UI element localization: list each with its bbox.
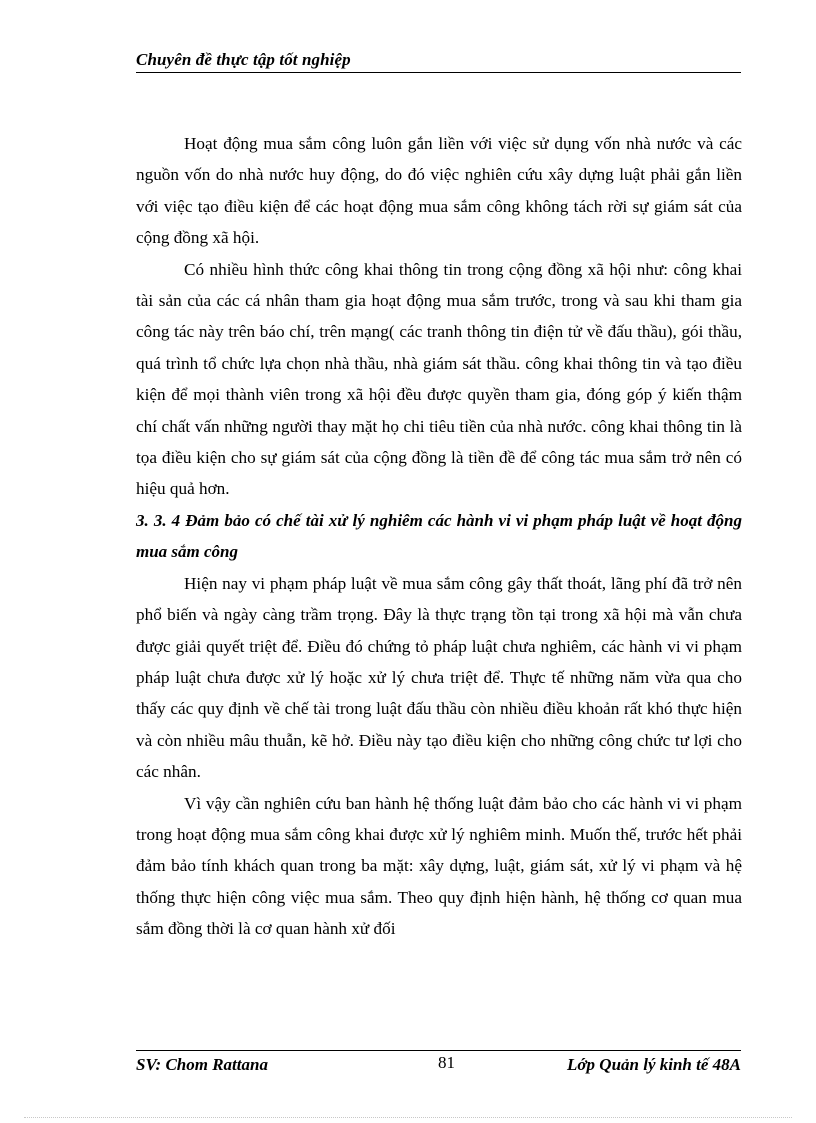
footer-student-name: SV: Chom Rattana	[136, 1055, 268, 1074]
paragraph-4: Vì vậy cần nghiên cứu ban hành hệ thống luật đảm bảo cho các hành vi vi phạm trong hoạt động mua sắm công khai được xử lý nghiêm minh. Muốn thế, trước hết phải đảm bảo tính khách quan trong ba mặt: xây dựng, luật, giám sát, xử lý vi phạm và hệ thống thực hiện công việc mua sắm. Theo quy định hiện hành, hệ thống cơ quan mua sắm đồng thời là cơ quan hành xử đối	[136, 793, 742, 939]
paragraph-1: Hoạt động mua sắm công luôn gắn liền với việc sử dụng vốn nhà nước và các nguồn vốn do nhà nước huy động, do đó việc nghiên cứu xây dựng luật phải gắn liền với việc tạo điều kiện để các hoạt động mua sắm công không tách rời sự giám sát của cộng đồng xã hội.	[136, 134, 742, 248]
paragraph-3: Hiện nay vi phạm pháp luật về mua sắm công gây thất thoát, lãng phí đã trở nên phổ biến và ngày càng trầm trọng. Đây là thực trạng tồn tại trong xã hội mà vẫn chưa được giải quyết triệt để. Điều đó chứng tỏ pháp luật chưa nghiêm, các hành vi vi phạm pháp luật chưa được xử lý hoặc xử lý chưa triệt để. Thực tế những năm vừa qua cho thấy các quy định về chế tài trong luật đấu thầu còn nhiều điều khoản rất khó thực hiện và còn nhiều mâu thuẫn, kẽ hở. Điều này tạo điều kiện cho những công chức tư lợi cho các nhân.	[136, 573, 742, 782]
page-edge-divider	[24, 1117, 792, 1118]
header-title: Chuyên đề thực tập tốt nghiệp	[136, 50, 351, 69]
paragraph-2: Có nhiều hình thức công khai thông tin trong cộng đồng xã hội như: công khai tài sản của các cá nhân tham gia hoạt động mua sắm trước, trong và sau khi tham gia công tác này trên báo chí, trên mạng( các tranh thông tin điện tử về đấu thầu), gói thầu, quá trình tổ chức lựa chọn nhà thầu, nhà giám sát thầu. công khai thông tin và tạo điều kiện để mọi thành viên trong xã hội đều được quyền tham gia, đóng góp ý kiến thậm chí chất vấn những người thay mặt họ chi tiêu tiền của nhà nước. công khai thông tin là tọa điều kiện cho sự giám sát của cộng đồng là tiền đề để công tác mua sắm trở nên có hiệu quả hơn.	[136, 259, 742, 499]
page-footer	[136, 1050, 741, 1079]
page-body	[136, 128, 742, 945]
page-number: 81	[438, 1053, 455, 1072]
section-heading: 3. 3. 4 Đảm bảo có chế tài xử lý nghiêm các hành vi vi phạm pháp luật về hoạt động mua sắm công	[136, 510, 742, 562]
footer-class-name: Lớp Quản lý kinh tế 48A	[567, 1055, 741, 1074]
page-header	[136, 48, 741, 73]
